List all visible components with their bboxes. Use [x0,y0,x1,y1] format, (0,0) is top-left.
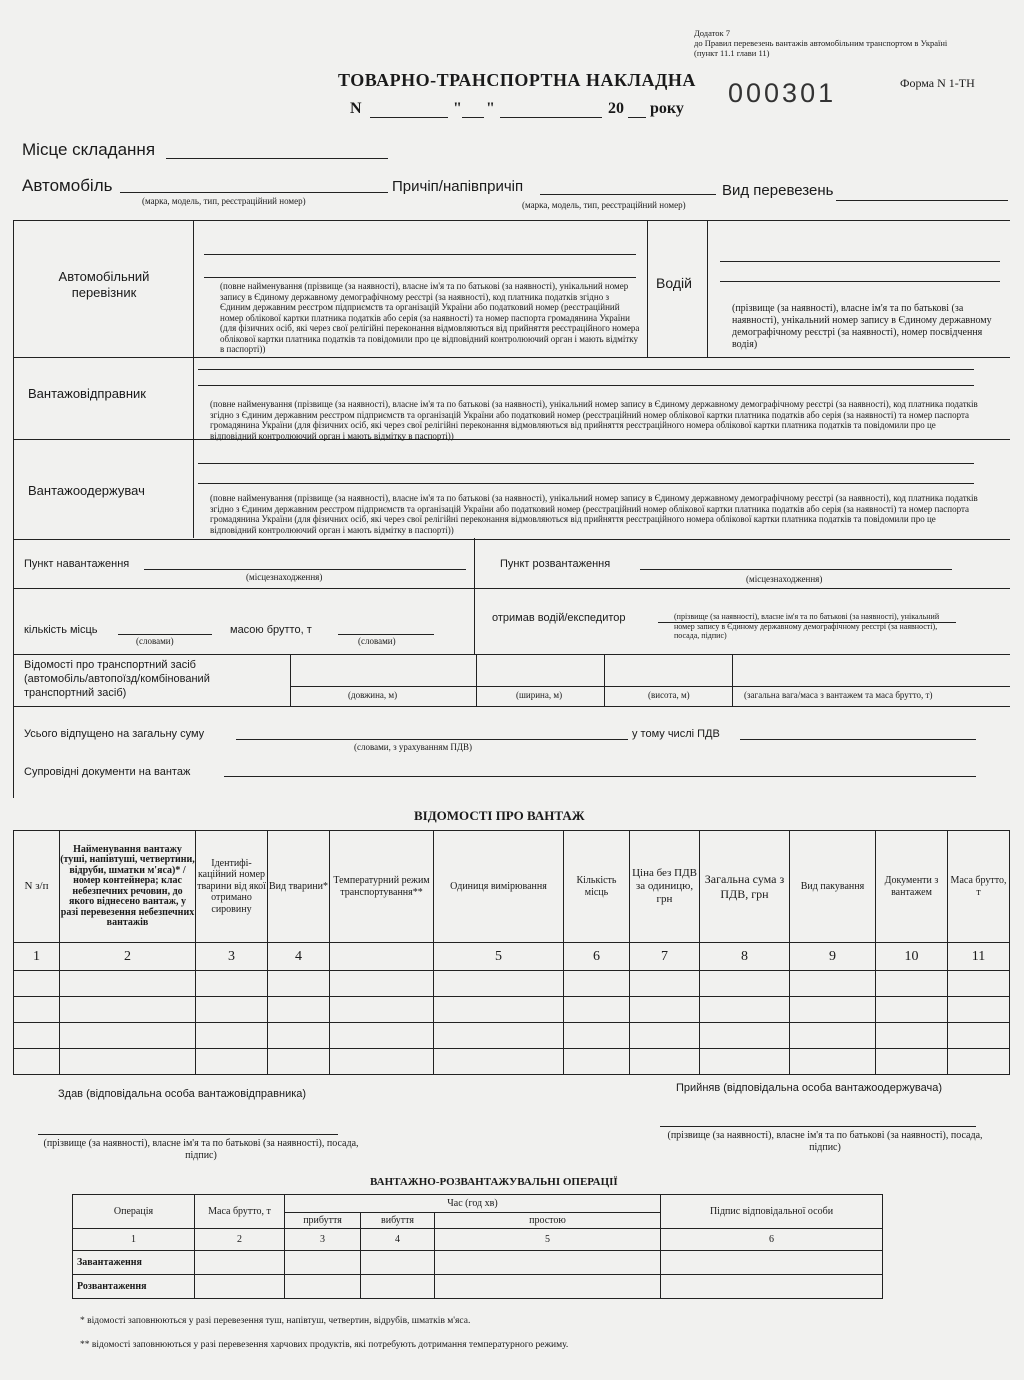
sum-label: Усього відпущено на загальну суму [24,728,205,740]
shipper-label: Вантажовідправник [28,386,146,401]
header-cargo-name: Найменування вантажу (туші, напівтуші, четвертини, відруби, шматки м'яса)* / номер контейнера; клас небезпечних речовин, до якого віднесено вантаж, у разі перевезення небезпечних вантажів [60,831,196,943]
ops-header-time: Час (год хв) [285,1195,661,1213]
operations-table [72,1194,883,1299]
place-label: Місце складання [22,140,156,159]
mass-field[interactable] [338,634,434,635]
serial-number: 000301 [728,78,837,108]
appendix-line-1: Додаток 7 [694,28,731,38]
col-num-10: 10 [876,943,948,971]
consignee-field-2[interactable] [198,483,974,484]
car-field[interactable] [120,192,388,193]
mass-label: масою брутто, т [230,624,312,636]
unloading-note: (місцезнаходження) [746,574,823,584]
cargo-row[interactable] [14,997,1010,1023]
cargo-header-row [14,831,1010,943]
vat-label: у тому числі ПДВ [632,728,720,740]
ops-header-operation: Операція [73,1195,195,1229]
trailer-field[interactable] [540,194,716,195]
ops-loading-label: Завантаження [73,1251,195,1275]
carrier-note: (повне найменування (прізвище (за наявності), власне ім'я та по батькові (за наявності), унікальний номер запису в Єдиному державному демографічному реєстрі (за наявності), код платника податків згідно з Єдиним державним реєстром підприємств та організацій України або податковий номер (реєстраційний номер облікової картки платника податків або серія (за наявності) та номер паспорта громадянина України (для фізичних осіб, які через свої релігійні переконання відмовляються від прийняття реєстраційного номера облікової картки платника податків та повідомили про це відповідний контролюючий орган і мають відмітку в паспорті)) [220,281,640,354]
carrier-field-1[interactable] [204,254,636,255]
loading-note: (місцезнаходження) [246,572,323,582]
appendix-line-2: до Правил перевезень вантажів автомобільним транспортом в Україні [694,38,948,48]
header-animal-id: Ідентифі-каційний номер тварини від якої отримано сировину [196,831,268,943]
footnote-2: ** відомості заповнюються у разі перевезення харчових продуктів, які потребують дотримання температурного режиму. [80,1340,569,1350]
accepted-note: (прізвище (за наявності), власне ім'я та по батькові (за наявності), посада, підпис) [667,1130,983,1153]
driver-field-2[interactable] [720,281,1000,282]
unloading-field[interactable] [640,569,952,570]
document-title: ТОВАРНО-ТРАНСПОРТНА НАКЛАДНА [338,70,696,90]
handed-label: Здав (відповідальна особа вантажовідправника) [58,1088,307,1100]
cargo-row[interactable] [14,971,1010,997]
number-prefix: N [350,100,362,117]
header-temperature: Температурний режим транспортування** [330,831,434,943]
ops-num-5: 5 [435,1229,661,1251]
driver-label: Водій [656,275,692,291]
ops-num-2: 2 [195,1229,285,1251]
header-packaging: Вид пакування [790,831,876,943]
sum-field[interactable] [236,739,628,740]
cargo-number-row [14,943,1010,971]
width-note: (ширина, м) [516,690,563,700]
ops-header-departure: вибуття [361,1213,435,1229]
col-num-9: 9 [790,943,876,971]
col-num-6: 6 [564,943,630,971]
driver-field-1[interactable] [720,261,1000,262]
shipper-field-2[interactable] [198,385,974,386]
operations-title: ВАНТАЖНО-РОЗВАНТАЖУВАЛЬНІ ОПЕРАЦІЇ [370,1176,618,1188]
handed-note: (прізвище (за наявності), власне ім'я та по батькові (за наявності), посада, підпис) [43,1138,359,1161]
appendix-note [694,28,994,58]
quote-close: " [486,100,495,117]
header-number: N з/п [14,831,60,943]
header-total: Загальна сума з ПДВ, грн [700,831,790,943]
ops-row-loading[interactable] [73,1251,883,1275]
places-field[interactable] [118,634,212,635]
header-unit: Одиниця вимірювання [434,831,564,943]
consignee-note: (повне найменування (прізвище (за наявності), власне ім'я та по батькові (за наявності), унікальний номер запису в Єдиному державному демографічному реєстрі (за наявності), код платника податків згідно з Єдиним державним реєстром підприємств та організацій України або податковий номер (реєстраційний номер облікової картки платника податків або серія (за наявності) та номер паспорта громадянина України (для фізичних осіб, які через свої релігійні переконання відмовляються від прийняття реєстраційного номера облікової картки платника податків та повідомили про це відповідний контролюючий орган і мають відмітку в паспорті)) [210,493,978,535]
ops-header-idle: простою [435,1213,661,1229]
year-prefix: 20 [608,100,624,117]
appendix-line-3: (пункт 11.1 глави 11) [694,48,770,58]
loading-label: Пункт навантаження [24,558,130,570]
place-field[interactable] [166,158,388,159]
parties-box [13,220,1010,540]
points-box [13,538,1010,798]
col-num-4: 4 [268,943,330,971]
cargo-title: ВІДОМОСТІ ПРО ВАНТАЖ [414,808,585,823]
quote-open: " [453,100,462,117]
carrier-field-2[interactable] [204,277,636,278]
header-mass: Маса брутто, т [948,831,1010,943]
places-label: кількість місць [24,624,98,636]
car-label: Автомобіль [22,176,113,195]
consignee-field-1[interactable] [198,463,974,464]
received-note: (прізвище (за наявності), власне ім'я та по батькові (за наявності), унікальний номер запису в Єдиному державному демографічному реєстрі (за наявності), посада, підпис) [674,612,940,640]
header-animal-type: Вид тварини* [268,831,330,943]
trailer-note: (марка, модель, тип, реєстраційний номер) [522,200,686,210]
ops-header-mass: Маса брутто, т [195,1195,285,1229]
number-line [350,100,710,120]
mass-note: (словами) [358,636,396,646]
weight-note: (загальна вага/маса з вантажем та маса брутто, т) [744,690,933,700]
transport-type-label: Вид перевезень [722,182,834,199]
col-num-8: 8 [700,943,790,971]
loading-field[interactable] [144,569,466,570]
shipper-note: (повне найменування (прізвище (за наявності), власне ім'я та по батькові (за наявності), унікальний номер запису в Єдиному державному демографічному реєстрі (за наявності), код платника податків згідно з Єдиним державним реєстром підприємств та організацій України або податковий номер (реєстраційний номер облікової картки платника податків або серія (за наявності) та номер паспорта громадянина України (для фізичних осіб, які через свої релігійні переконання відмовляються від прийняття реєстраційного номера облікової картки платника податків та повідомили про це відповідний контролюючий орган і мають відмітку в паспорті)) [210,399,978,441]
ops-header-arrival: прибуття [285,1213,361,1229]
received-label: отримав водій/експедитор [492,612,626,624]
length-note: (довжина, м) [348,690,398,700]
cargo-table [13,830,1010,1075]
ops-num-4: 4 [361,1229,435,1251]
docs-field[interactable] [224,776,976,777]
cargo-row[interactable] [14,1023,1010,1049]
col-num-3: 3 [196,943,268,971]
driver-note: (прізвище (за наявності), власне ім'я та по батькові (за наявності), унікальний номер запису в Єдиному державному демографічному реєстрі (за наявності), номер посвідчення водія) [732,303,992,350]
places-note: (словами) [136,636,174,646]
year-suffix: року [650,100,684,117]
col-num-7: 7 [630,943,700,971]
unloading-label: Пункт розвантаження [500,558,611,570]
car-note: (марка, модель, тип, реєстраційний номер) [142,196,306,206]
col-num-2: 2 [60,943,196,971]
ops-num-1: 1 [73,1229,195,1251]
header-documents: Документи з вантажем [876,831,948,943]
height-note: (висота, м) [648,690,690,700]
ops-unloading-label: Розвантаження [73,1275,195,1299]
shipper-field-1[interactable] [198,369,974,370]
col-num-temp [330,943,434,971]
footnote-1: * відомості заповнюються у разі перевезення туш, напівтуш, четвертин, відрубів, шматків м'яса. [80,1316,471,1326]
trailer-label: Причіп/напівпричіп [392,178,524,195]
col-num-1: 1 [14,943,60,971]
col-num-11: 11 [948,943,1010,971]
cargo-row[interactable] [14,1049,1010,1075]
accepted-label: Прийняв (відповідальна особа вантажоодержувача) [676,1082,943,1094]
ops-row-unloading[interactable] [73,1275,883,1299]
ops-num-3: 3 [285,1229,361,1251]
sum-note: (словами, з урахуванням ПДВ) [354,742,473,752]
ops-num-6: 6 [661,1229,883,1251]
transport-type-field[interactable] [836,200,1008,201]
carrier-label: Автомобільний перевізник [58,269,150,300]
vehicle-label: Відомості про транспортний засіб (автомобіль/автопоїзд/комбінований транспортний засіб) [24,659,210,699]
ops-header-signature: Підпис відповідальної особи [661,1195,883,1229]
form-label: Форма N 1-ТН [900,76,975,90]
vat-field[interactable] [740,739,976,740]
docs-label: Супровідні документи на вантаж [24,766,191,778]
consignee-label: Вантажоодержувач [28,483,145,498]
header-price: Ціна без ПДВ за одиницю, грн [630,831,700,943]
handed-field[interactable] [38,1134,338,1135]
accepted-field[interactable] [660,1126,976,1127]
col-num-5: 5 [434,943,564,971]
header-places: Кількість місць [564,831,630,943]
